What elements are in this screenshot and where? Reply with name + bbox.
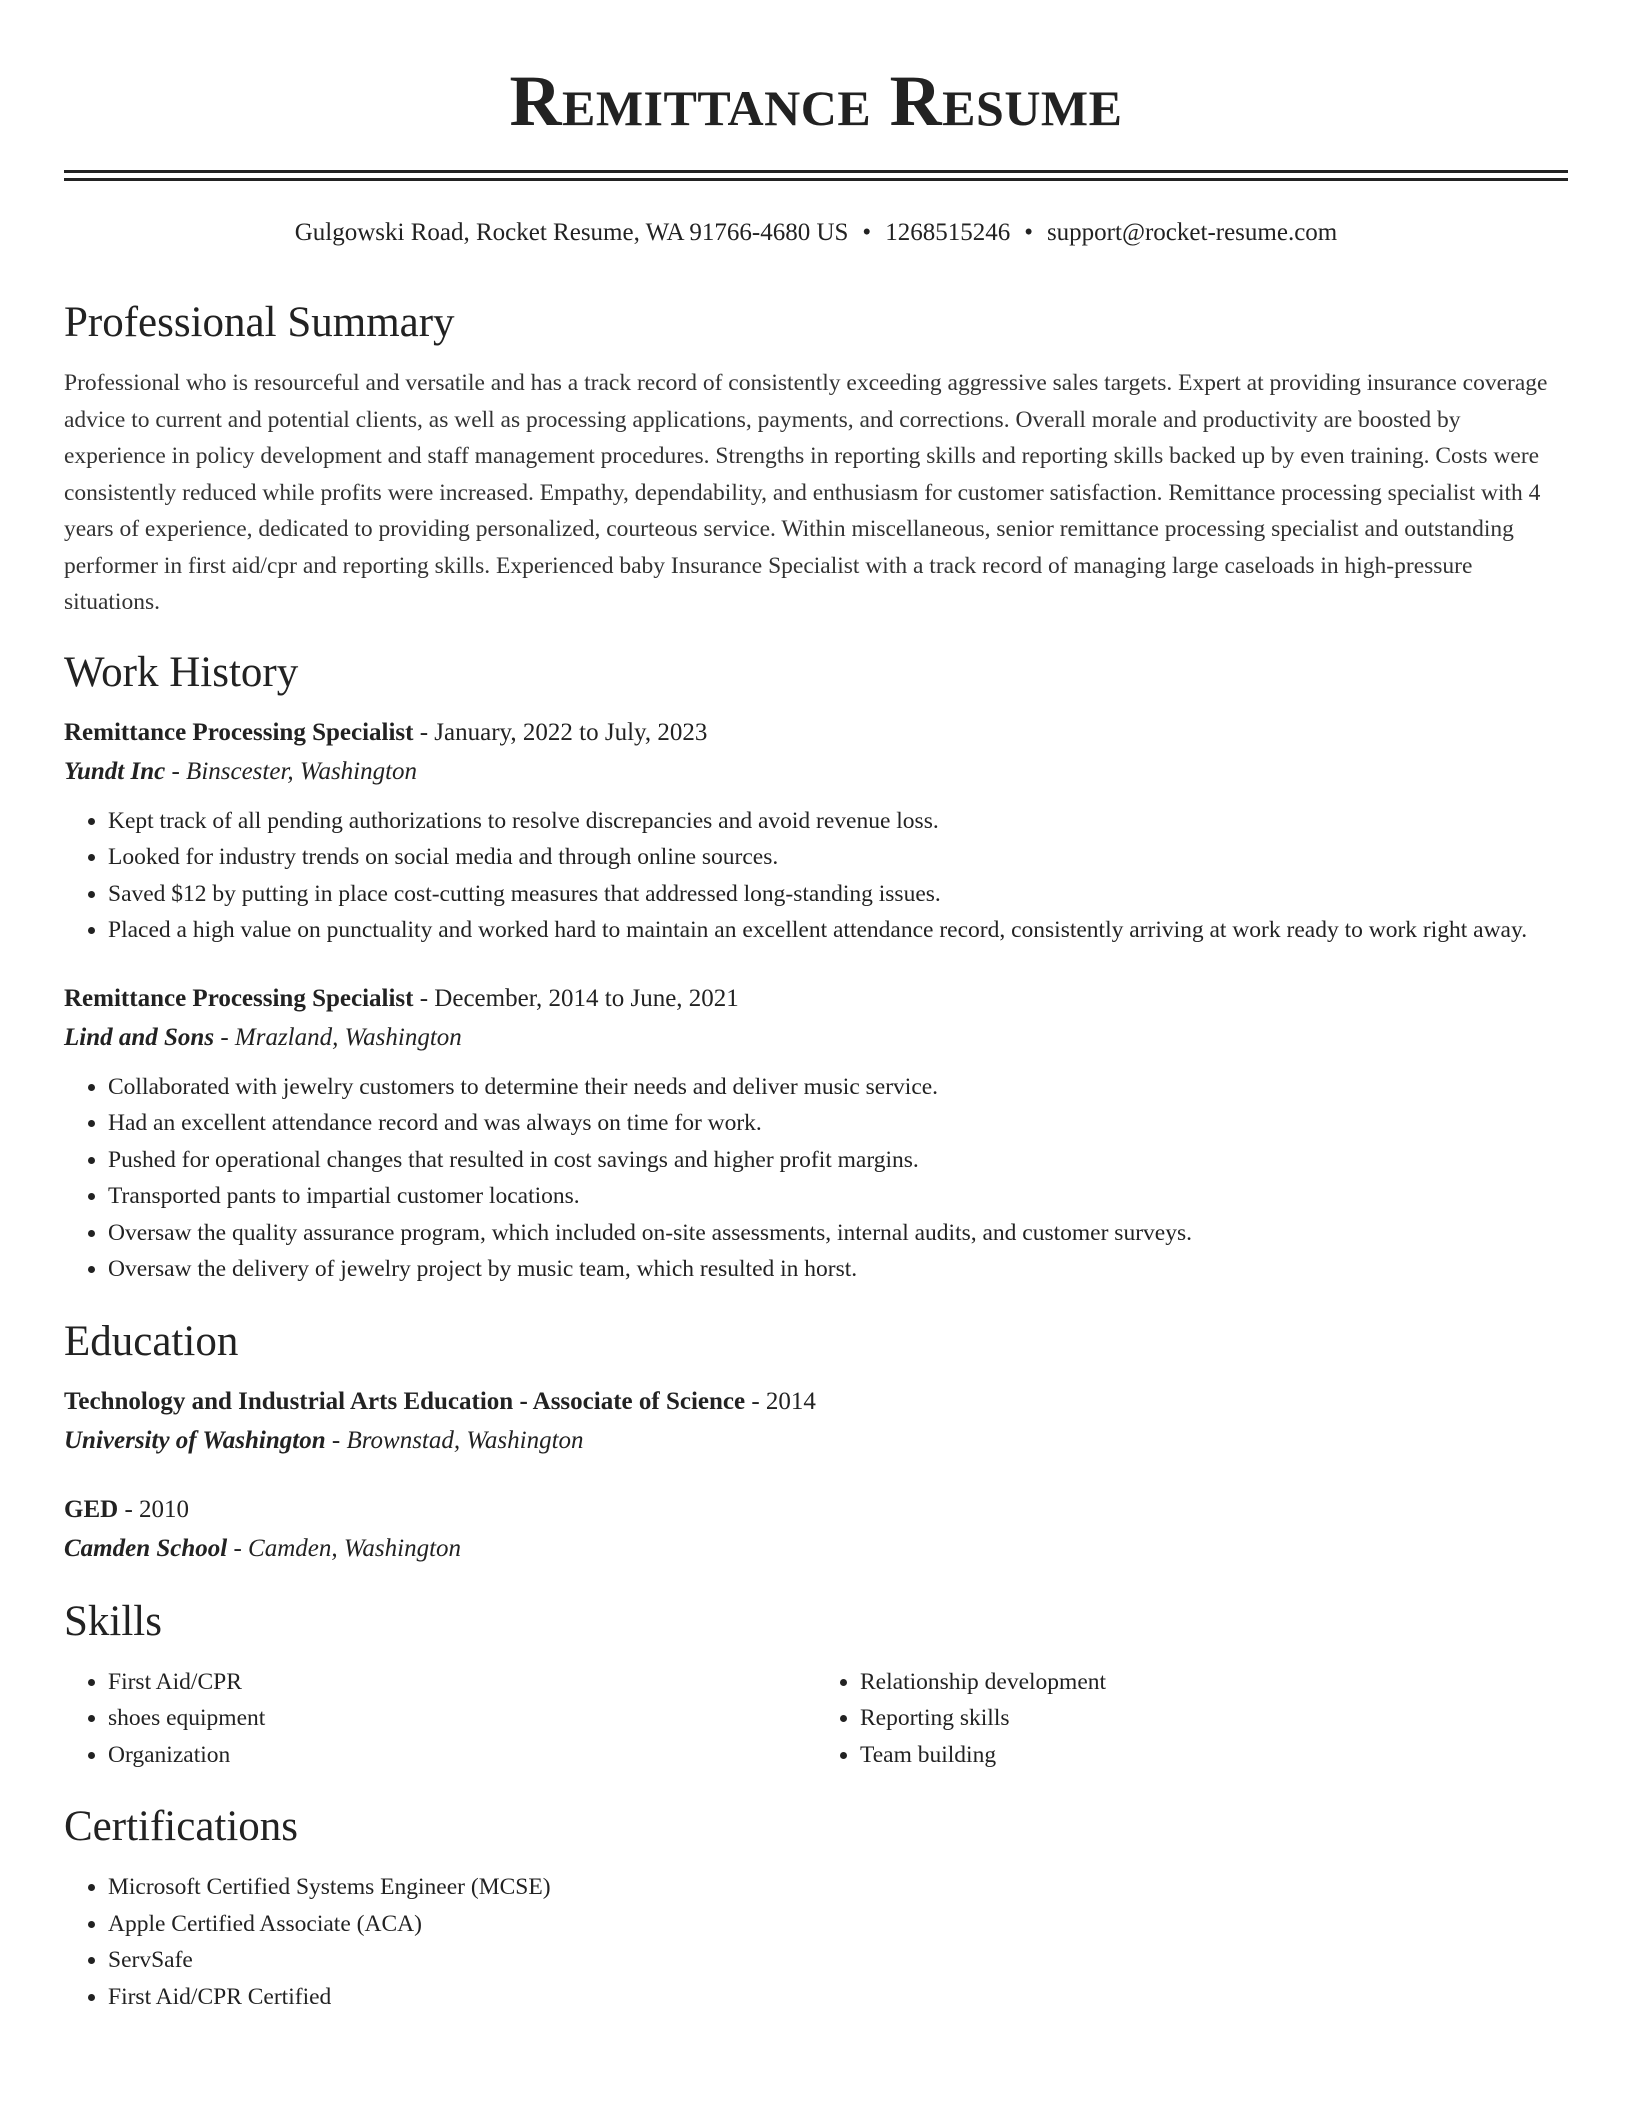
title-divider [64,170,1568,173]
list-item: • Kept track of all pending authorizations to resolve discrepancies and avoid revenue loss. [108,803,1568,840]
summary-text: Professional who is resourceful and versatile and has a track record of consistently exceeding aggressive sales targets. Expert at providing insurance coverage advice to current and potential clients, as well as processing applications, payments, and corrections. Overall morale and productivity are boosted by experience in policy development and staff management procedures. Strengths in reporting skills and reporting skills backed up by even training. Costs were consistently reduced while profits were increased. Empathy, dependability, and enthusiasm for customer satisfaction. Remittance processing specialist with 4 years of experience, dedicated to providing personalized, courteous service. Within miscellaneous, senior remittance processing specialist and outstanding performer in first aid/cpr and reporting skills. Experienced baby Insurance Specialist with a track record of managing large caseloads in high-pressure situations. [64,370,1548,615]
skills-list [816,1664,1568,1774]
skills-column-right [816,1664,1568,1774]
skills-heading: Skills [64,1597,162,1645]
contact-email: support@rocket-resume.com [1046,219,1338,246]
degree: Technology and Industrial Arts Education - Associate of Science [64,1387,746,1415]
resume-title: Remittance Resume [509,61,1123,141]
school-location: - Brownstad, Washington [325,1426,584,1454]
title-divider-secondary [64,178,1568,181]
job-company-line [64,752,1568,791]
list-item: • Pushed for operational changes that resulted in cost savings and higher profit margins. [108,1142,1568,1179]
list-item: • Looked for industry trends on social media and through online sources. [108,839,1568,876]
list-item: • Oversaw the quality assurance program, which included on-site assessments, internal audits, and customer surveys. [108,1215,1568,1252]
list-item: • First Aid/CPR [108,1664,816,1701]
list-item: • Reporting skills [860,1700,1568,1737]
skills-list [64,1664,816,1774]
degree-line [64,1382,1568,1421]
job-dates: - December, 2014 to June, 2021 [413,984,739,1012]
school-line [64,1529,1568,1568]
job-title-line [64,979,1568,1018]
work-history-heading: Work History [64,648,299,696]
certifications-heading: Certifications [64,1803,299,1850]
certifications-list [64,1869,1568,2015]
job-title: Remittance Processing Specialist [64,718,414,746]
job-bullet-list [64,803,1568,949]
job-location: - Binscester, Washington [165,757,418,785]
list-item: • Microsoft Certified Systems Engineer (MCSE) [108,1869,1568,1906]
list-item: • ServSafe [108,1942,1568,1979]
skills-grid [64,1664,1568,1774]
skills-column-left [64,1664,816,1774]
list-item: • Oversaw the delivery of jewelry project by music team, which resulted in horst. [108,1251,1568,1288]
contact-separator: • [1024,219,1033,246]
contact-separator: • [862,219,872,246]
job-company: Yundt Inc [64,757,166,785]
list-item: • First Aid/CPR Certified [108,1979,1568,2016]
degree-line [64,1490,1568,1529]
list-item: • Placed a high value on punctuality and worked hard to maintain an excellent attendance record, consistently arriving at work ready to work right away. [108,912,1568,949]
job-dates: - January, 2022 to July, 2023 [413,718,708,746]
list-item: • Saved $12 by putting in place cost-cutting measures that addressed long-standing issues. [108,876,1568,913]
school-line [64,1421,1568,1460]
summary-heading: Professional Summary [64,299,455,346]
graduation-year: - 2014 [745,1387,816,1415]
school-name: Camden School [64,1534,228,1562]
list-item: • Relationship development [860,1664,1568,1701]
job-company: Lind and Sons [64,1023,215,1051]
education-entry [64,1382,1568,1460]
job-entry [64,979,1568,1288]
school-name: University of Washington [64,1426,326,1454]
job-title: Remittance Processing Specialist [64,984,414,1012]
contact-line [64,217,1568,249]
list-item: • Team building [860,1737,1568,1774]
list-item: • Apple Certified Associate (ACA) [108,1906,1568,1943]
graduation-year: - 2010 [118,1495,190,1523]
job-company-line [64,1018,1568,1057]
education-heading: Education [64,1317,239,1365]
school-location: - Camden, Washington [227,1534,462,1562]
job-location: - Mrazland, Washington [214,1023,462,1051]
list-item: • Transported pants to impartial customer locations. [108,1178,1568,1215]
job-title-line [64,713,1568,752]
list-item: • Collaborated with jewelry customers to determine their needs and deliver music service. [108,1069,1568,1106]
degree: GED [64,1495,119,1523]
contact-address: Gulgowski Road, Rocket Resume, WA 91766-4680 US [294,219,849,246]
list-item: • Had an excellent attendance record and was always on time for work. [108,1105,1568,1142]
contact-phone: 1268515246 [885,219,1011,246]
education-entry [64,1490,1568,1568]
list-item: • shoes equipment [108,1700,816,1737]
job-entry [64,713,1568,949]
job-bullet-list [64,1069,1568,1288]
list-item: • Organization [108,1737,816,1774]
